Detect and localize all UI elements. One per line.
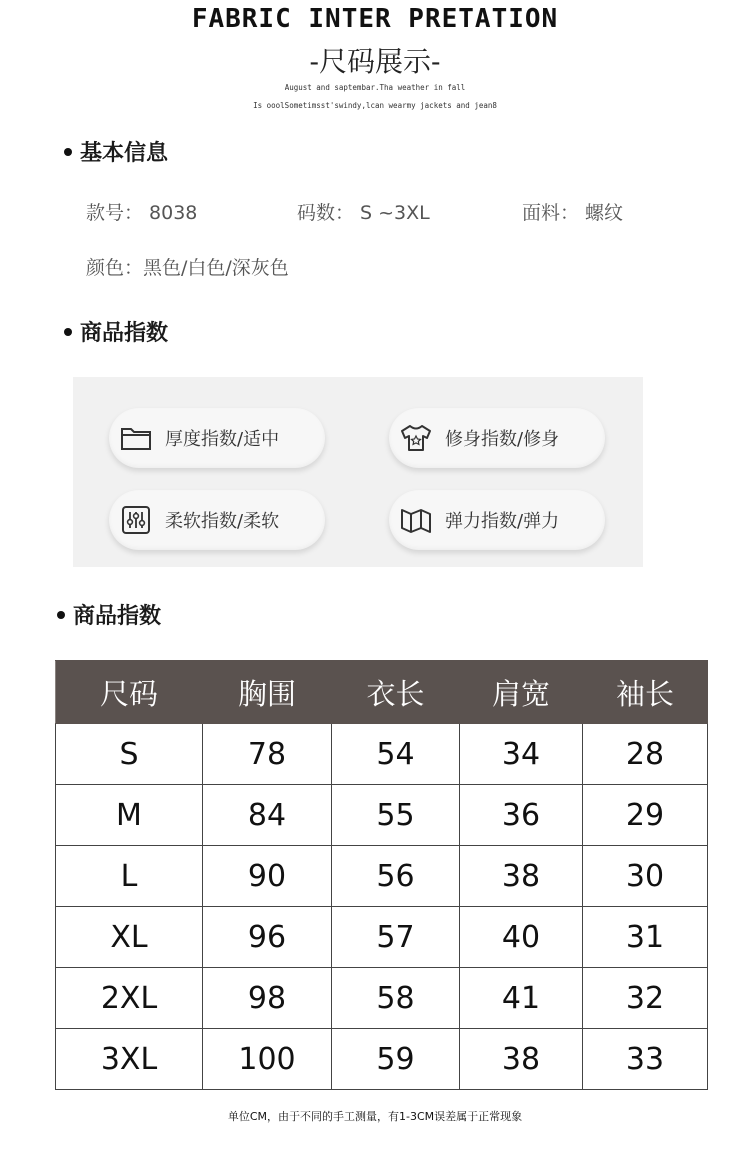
length-cell: 56 <box>332 846 460 907</box>
shoulder-cell: 34 <box>460 724 583 785</box>
size-cell: S <box>56 724 203 785</box>
tagline-line-1: August and saptembar.Tha weather in fall <box>284 83 466 92</box>
thickness-index <box>109 408 325 468</box>
shoulder-cell: 38 <box>460 1029 583 1090</box>
tagline-line-2: Is ooolSometimsst'swindy,lcan wearmy jackets and jean8 <box>253 101 497 110</box>
chest-cell: 78 <box>203 724 332 785</box>
sleeve-cell: 33 <box>583 1029 708 1090</box>
size-cell: 3XL <box>56 1029 203 1090</box>
bullet-icon <box>57 611 65 619</box>
style-number: 款号： 8038 <box>86 202 198 224</box>
basic-info-heading <box>64 136 168 167</box>
fit-index <box>389 408 605 468</box>
shoulder-cell: 36 <box>460 785 583 846</box>
size-cell: L <box>56 846 203 907</box>
tshirt-icon <box>399 421 433 455</box>
size-cell: 2XL <box>56 968 203 1029</box>
chest-cell: 98 <box>203 968 332 1029</box>
sleeve-cell: 29 <box>583 785 708 846</box>
column-header-size: 尺码 <box>56 661 203 724</box>
shoulder-cell: 40 <box>460 907 583 968</box>
length-cell: 58 <box>332 968 460 1029</box>
basic-info-heading-text: 基本信息 <box>80 141 169 166</box>
table-row <box>56 968 708 1029</box>
elasticity-index-label: 弹力指数/弹力 <box>445 511 560 532</box>
chest-cell: 96 <box>203 907 332 968</box>
size-cell: M <box>56 785 203 846</box>
length-cell: 54 <box>332 724 460 785</box>
sleeve-cell: 30 <box>583 846 708 907</box>
shoulder-cell: 41 <box>460 968 583 1029</box>
shoulder-cell: 38 <box>460 846 583 907</box>
measurement-note: 单位CM，由于不同的手工测量，有1-3CM误差属于正常现象 <box>227 1110 523 1123</box>
column-header-shoulder: 肩宽 <box>460 661 583 724</box>
sliders-icon <box>119 503 153 537</box>
indices-heading <box>64 316 168 347</box>
length-cell: 57 <box>332 907 460 968</box>
sleeve-cell: 32 <box>583 968 708 1029</box>
size-table-heading-text: 商品指数 <box>73 604 162 629</box>
table-row <box>56 907 708 968</box>
page-subtitle: -尺码展示- <box>309 45 441 78</box>
chest-cell: 100 <box>203 1029 332 1090</box>
column-header-length: 衣长 <box>332 661 460 724</box>
size-range: 码数： S ~3XL <box>297 202 430 224</box>
table-row <box>56 724 708 785</box>
sleeve-cell: 28 <box>583 724 708 785</box>
thickness-index-label: 厚度指数/适中 <box>165 429 280 450</box>
page-title: FABRIC INTER PRETATION <box>191 4 559 34</box>
length-cell: 55 <box>332 785 460 846</box>
table-row <box>56 846 708 907</box>
indices-heading-text: 商品指数 <box>80 321 169 346</box>
size-chart-table <box>55 660 708 1090</box>
length-cell: 59 <box>332 1029 460 1090</box>
color-options: 颜色：黑色/白色/深灰色 <box>86 257 289 279</box>
fit-index-label: 修身指数/修身 <box>445 429 560 450</box>
bullet-icon <box>64 148 72 156</box>
table-header-row <box>56 661 708 724</box>
table-row <box>56 785 708 846</box>
column-header-sleeve: 袖长 <box>583 661 708 724</box>
chest-cell: 84 <box>203 785 332 846</box>
size-cell: XL <box>56 907 203 968</box>
softness-index <box>109 490 325 550</box>
fabric-type: 面料： 螺纹 <box>522 202 624 224</box>
folder-icon <box>119 421 153 455</box>
sleeve-cell: 31 <box>583 907 708 968</box>
softness-index-label: 柔软指数/柔软 <box>165 511 280 532</box>
chest-cell: 90 <box>203 846 332 907</box>
column-header-chest: 胸围 <box>203 661 332 724</box>
map-fold-icon <box>399 503 433 537</box>
elasticity-index <box>389 490 605 550</box>
indices-panel <box>73 377 643 567</box>
size-table-heading <box>57 599 161 630</box>
table-row <box>56 1029 708 1090</box>
bullet-icon <box>64 328 72 336</box>
